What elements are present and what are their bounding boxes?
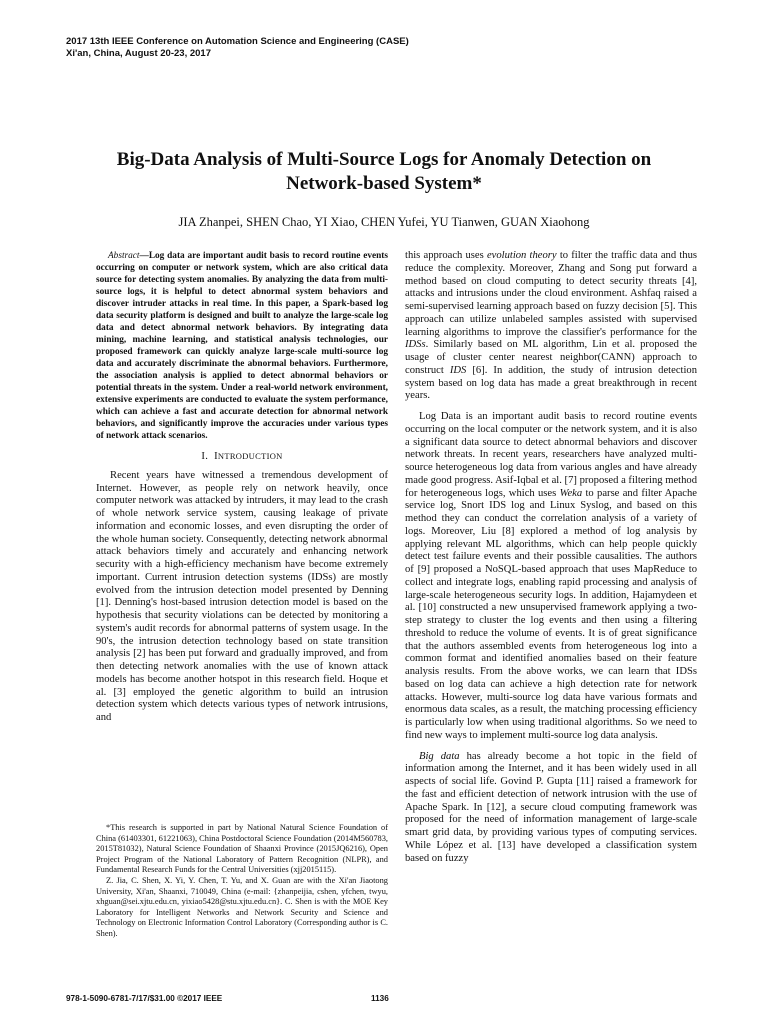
text-run: Log Data is an important audit basis to record routine events occurring on the local computer or the network system, and it is also a significant data source to detect abnormal behaviors and discover network threats. In recent years, researchers have analyzed multi-source heterogeneous log data from various angles and have already made good progress. Asif-Iqbal et al. [7] proposed a filtering method for heterogeneous logs, which uses <box>405 411 697 499</box>
abstract <box>96 250 388 442</box>
footnote <box>96 823 388 940</box>
section-heading-introduction <box>96 450 388 464</box>
conference-name: 2017 13th IEEE Conference on Automation Science and Engineering (CASE) <box>66 36 409 47</box>
right-paragraph-2 <box>405 411 697 743</box>
section-heading-rest: NTRODUCTION <box>217 451 283 461</box>
right-paragraph-3 <box>405 751 697 866</box>
text-run: . Similarly based on ML algorithm, Lin et al. proposed the usage of cluster center nearest neighbor(CANN) approach to construct <box>405 339 697 376</box>
emphasis-run: IDS <box>449 364 467 376</box>
text-run: this approach uses <box>405 250 487 261</box>
conference-header <box>66 36 409 60</box>
emphasis-run: Weka <box>559 487 583 499</box>
text-run: has already become a hot topic in the field of information among the Internet, and it has been widely used in all aspects of social life. Govind P. Gupta [11] raised a framework for the fast and efficient detection of network intrusion with the use of Apache Spark. In [12], a secure cloud computing framework was proposed for the need of information management of large-scale smart grid data, by providing various types of computing services. While López et al. [13] have developed a classification system based on fuzzy <box>405 750 698 864</box>
emphasis-run: Big data <box>419 750 460 762</box>
section-heading-first-letter: I <box>214 451 218 462</box>
right-column <box>405 250 697 865</box>
conference-location-date: Xi'an, China, August 20-23, 2017 <box>66 48 211 59</box>
paper-title <box>80 148 688 196</box>
section-numeral: I. <box>201 451 209 462</box>
abstract-label: Abstract <box>108 251 140 261</box>
paper-title-line2: Network-based System* <box>286 173 482 194</box>
paper-authors: JIA Zhanpei, SHEN Chao, YI Xiao, CHEN Yufei, YU Tianwen, GUAN Xiaohong <box>178 215 590 229</box>
abstract-body: —Log data are important audit basis to record routine events occurring on computer or network system, which are also critical data source for detecting system anomalies. By analyzing the data from multi-source logs, it is helpful to detect abnormal system behaviors and discover intruder attacks in real time. In this paper, a Spark-based log data security platform is designed and built to analyze the large-scale log data and detect abnormal network behaviors. By integrating data mining, machine learning, and statistical analysis technologies, our proposed framework can quickly analyze large-scale multi-source log data and accurately discriminate the abnormal behaviors. Furthermore, the association analysis is applied to detect abnormal behaviors or potential threats in the system. Under a real-world network environment, extensive experiments are conducted to evaluate the system performance, which can achieve a fast and accurate detection for abnormal network behaviors, and significantly improve the accuracies under various types of network attack scenarios. <box>96 251 388 441</box>
text-run: to parse and filter Apache service log, Snort IDS log and Linux Syslog, and based on this method they can conduct the correlation analysis of a variety of logs. Moreover, Liu [8] explored a method of log analysis by applying relevant ML algorithms, which can help people quickly detect test failure events and their possible causalities. The authors of [9] proposed a NoSQL-based approach that uses MapReduce to collect and integrate logs, enabling rapid processing and analysis of large-scale heterogeneous security logs. In addition, Hajamydeen et al. [10] constructed a new unsupervised framework applying a two-step strategy to cluster the log events and then using a filtering threshold to reduce the volume of events. It is of great significance that the authors assembled events from heterogeneous log into a common format and identified anomalies based on their feature analysis results. From the above works, we can learn that IDSs based on log data can achieve a high detection rate for network attacks. However, multi-source log data have various formats and enormous data scales, as a result, the matching processing efficiency is particularly low when using traditional algorithms. So we need to find new ways to implement multi-source log data analysis. <box>405 487 697 741</box>
intro-paragraph-1: Recent years have witnessed a tremendous development of Internet. However, as people rely on network heavily, once computer network was attacked by intruders, it may lead to the crash of whole network service system, causing leakage of private information and economic losses, and even disrupting the order of the whole human society. Consequently, detecting network abnormal attack behaviors timely and accurately and enhancing network security with a high-efficiency mechanism have become extremely important. Current intrusion detection systems (IDSs) are mostly evolved from the intrusion detection model presented by Denning [1]. Denning's host-based intrusion detection model is based on the hypothesis that security violations can be detected by monitoring a system's audit records for abnormal patterns of system usage. In the 90's, the intrusion detection technology based on state transition analysis [2] has been put forward and gradually improved, and from then detecting network anomalies with the use of known attack models has become another hotspot in this research field. Hoque et al. [3] employed the genetic algorithm to build an intrusion detection system which detects various types of network intrusions, and <box>96 469 388 723</box>
footnote-affiliations: Z. Jia, C. Shen, X. Yi, Y. Chen, T. Yu, and X. Guan are with the Xi'an Jiaotong University, Xi'an, Shaanxi, 710049, China (e-mail: {zhanpeijia, cshen, yfchen, twyu, xhguan@sei.xjtu.edu.cn, yixiao5428@stu.xjtu.edu.cn}. C. Shen is with the MOE Key Laboratory for Intelligent Networks and Network Security and Science and Technology on Electronic Information Control Laboratory (Corresponding author is C. Shen). <box>96 875 388 938</box>
emphasis-run: evolution theory <box>486 250 557 261</box>
text-run: to filter the traffic data and thus reduce the complexity. Moreover, Zhang and Song put forward a method based on cloud computing to detect security threats [4], attacks and intrusions under the cloud environment. Ashfaq raised a semi-supervised learning approach based on fuzzy decision [5]. This approach can utilize unlabeled samples assisted with supervised learning algorithms to improve the classifier's performance for the <box>405 250 697 338</box>
footer-page-number: 1136 <box>371 994 389 1003</box>
right-paragraph-1 <box>405 250 697 403</box>
text-run: [6]. In addition, the study of intrusion detection system based on log data has made a great breakthrough in recent years. <box>405 364 697 402</box>
footnote-funding: *This research is supported in part by National Natural Science Foundation of China (61403301, 61221063), China Postdoctoral Science Foundation (2014M560783, 2015T81032), Natural Science Foundation of Shaanxi Province (2015JQ6216), Open Project Program of the National Laboratory of Pattern Recognition (NLPR), and Fundamental Research Funds for the Central Universities (xjj2015115). <box>96 823 388 875</box>
emphasis-run: IDSs <box>405 339 426 351</box>
left-column <box>96 250 388 725</box>
paper-title-line1: Big-Data Analysis of Multi-Source Logs for Anomaly Detection on <box>116 149 652 170</box>
footer-copyright: 978-1-5090-6781-7/17/$31.00 ©2017 IEEE <box>66 994 223 1003</box>
